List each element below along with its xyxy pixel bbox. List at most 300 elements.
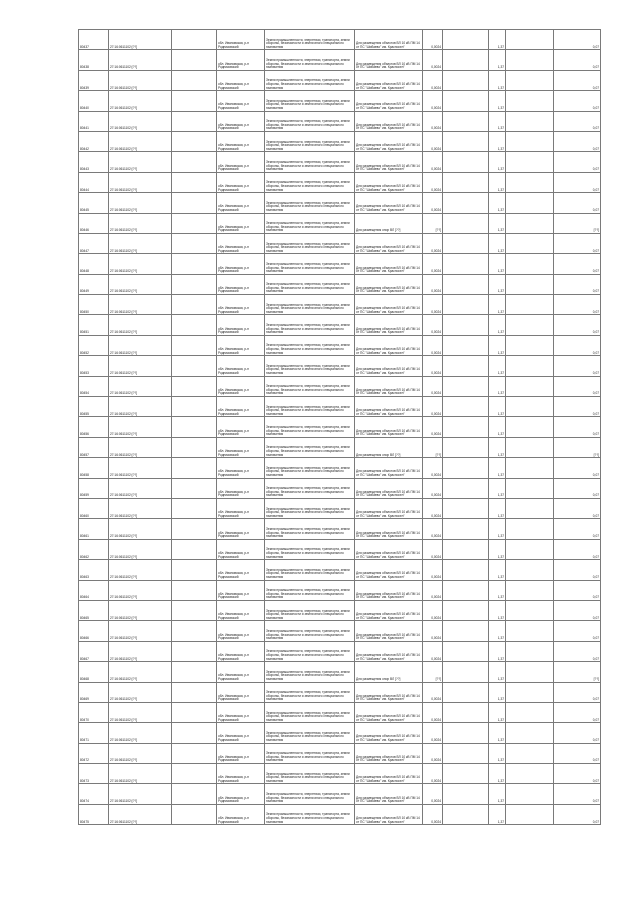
table-row (79, 498, 601, 518)
area-cell: 0,0024 (423, 295, 443, 315)
cadastral-number-cell: 27:16:0611102:[??] (109, 152, 172, 172)
table-row (79, 295, 601, 315)
table-row (79, 233, 601, 253)
record-number-cell: 80450 (79, 295, 109, 315)
cost-cell: 0,07 (554, 295, 601, 315)
land-category-cell: Земли промышленности, энергетики, транспорта, земли обороны, безопасности и земли иного специального назначения (265, 111, 355, 131)
record-number-cell: 80465 (79, 600, 109, 620)
record-number-cell: 80449 (79, 274, 109, 294)
empty-cell (443, 376, 489, 396)
table-row (79, 91, 601, 111)
empty-cell (172, 91, 217, 111)
area-cell: 0,0024 (423, 539, 443, 559)
area-cell: 0,0024 (423, 600, 443, 620)
empty-cell (506, 580, 554, 600)
record-number-cell: 80447 (79, 233, 109, 253)
empty-cell (172, 723, 217, 743)
permitted-use-cell: Для размещения объектов ВЛ 10 кВ ПМ 14 от ПС "Шибаево" им. Красносел" (355, 152, 423, 172)
empty-cell (506, 600, 554, 620)
empty-cell (506, 111, 554, 131)
cost-cell: 0,07 (554, 682, 601, 702)
land-category-cell: Земли промышленности, энергетики, транспорта, земли обороны, безопасности и земли иного специального назначения (265, 641, 355, 661)
empty-cell (443, 356, 489, 376)
table-row (79, 682, 601, 702)
permitted-use-cell: Для размещения объектов ВЛ 10 кВ ПМ 14 от ПС "Шибаево" им. Красносел" (355, 131, 423, 151)
address-cell: обл. Ивановская, р-н Родниковский (217, 91, 265, 111)
cost-cell: 0,07 (554, 560, 601, 580)
land-category-cell: Земли промышленности, энергетики, транспорта, земли обороны, безопасности и земли иного специального назначения (265, 254, 355, 274)
cadastral-number-cell: 27:16:0611102:[??] (109, 702, 172, 722)
permitted-use-cell: Для размещения объектов ВЛ 10 кВ ПМ 14 от ПС "Шибаево" им. Красносел" (355, 70, 423, 90)
area-cell: 0,0024 (423, 152, 443, 172)
record-number-cell: 80459 (79, 478, 109, 498)
land-category-cell: Земли промышленности, энергетики, транспорта, земли обороны, безопасности и земли иного специального назначения (265, 539, 355, 559)
empty-cell (506, 539, 554, 559)
area-cell: 0,0024 (423, 743, 443, 763)
rate-cell: 1,37 (489, 152, 506, 172)
record-number-cell: 80473 (79, 764, 109, 784)
permitted-use-cell: Для размещения опор ВЛ [??] (355, 213, 423, 233)
table-row (79, 600, 601, 620)
permitted-use-cell: Для размещения объектов ВЛ 10 кВ ПМ 14 от ПС "Шибаево" им. Красносел" (355, 784, 423, 804)
table-row (79, 111, 601, 131)
address-cell: обл. Ивановская, р-н Родниковский (217, 131, 265, 151)
area-cell: 0,0024 (423, 50, 443, 70)
empty-cell (506, 91, 554, 111)
empty-cell (443, 111, 489, 131)
empty-cell (172, 50, 217, 70)
empty-cell (172, 70, 217, 90)
table-row (79, 50, 601, 70)
address-cell: обл. Ивановская, р-н Родниковский (217, 356, 265, 376)
permitted-use-cell: Для размещения объектов ВЛ 10 кВ ПМ 14 от ПС "Шибаево" им. Красносел" (355, 539, 423, 559)
land-category-cell: Земли промышленности, энергетики, транспорта, земли обороны, безопасности и земли иного специального назначения (265, 131, 355, 151)
empty-cell (443, 498, 489, 518)
rate-cell: 1,37 (489, 376, 506, 396)
cost-cell: [??] (554, 437, 601, 457)
cadastral-number-cell: 27:16:0611102:[??] (109, 641, 172, 661)
table-row (79, 193, 601, 213)
empty-cell (172, 519, 217, 539)
empty-cell (506, 498, 554, 518)
table-row (79, 397, 601, 417)
cost-cell: 0,07 (554, 50, 601, 70)
land-category-cell: Земли промышленности, энергетики, транспорта, земли обороны, безопасности и земли иного специального назначения (265, 682, 355, 702)
cost-cell: 0,07 (554, 131, 601, 151)
cost-cell: 0,07 (554, 621, 601, 641)
empty-cell (443, 519, 489, 539)
address-cell: обл. Ивановская, р-н Родниковский (217, 784, 265, 804)
address-cell: обл. Ивановская, р-н Родниковский (217, 621, 265, 641)
empty-cell (172, 621, 217, 641)
empty-cell (172, 397, 217, 417)
empty-cell (506, 417, 554, 437)
cost-cell: 0,07 (554, 784, 601, 804)
record-number-cell: 80443 (79, 152, 109, 172)
empty-cell (443, 30, 489, 50)
address-cell: обл. Ивановская, р-н Родниковский (217, 70, 265, 90)
land-category-cell: Земли промышленности, энергетики, транспорта, земли обороны, безопасности и земли иного специального назначения (265, 91, 355, 111)
address-cell: обл. Ивановская, р-н Родниковский (217, 702, 265, 722)
permitted-use-cell: Для размещения объектов ВЛ 10 кВ ПМ 14 от ПС "Шибаево" им. Красносел" (355, 233, 423, 253)
cost-cell: 0,07 (554, 580, 601, 600)
empty-cell (172, 662, 217, 682)
area-cell: 0,0024 (423, 254, 443, 274)
table-row (79, 315, 601, 335)
rate-cell: 1,37 (489, 193, 506, 213)
area-cell: 0,0024 (423, 193, 443, 213)
empty-cell (443, 172, 489, 192)
address-cell: обл. Ивановская, р-н Родниковский (217, 682, 265, 702)
rate-cell: 1,37 (489, 764, 506, 784)
record-number-cell: 80437 (79, 30, 109, 50)
empty-cell (506, 641, 554, 661)
empty-cell (172, 743, 217, 763)
cadastral-number-cell: 27:16:0611102:[??] (109, 600, 172, 620)
land-category-cell: Земли промышленности, энергетики, транспорта, земли обороны, безопасности и земли иного специального назначения (265, 580, 355, 600)
cost-cell: 0,07 (554, 172, 601, 192)
empty-cell (172, 315, 217, 335)
table-row (79, 723, 601, 743)
cadastral-number-cell: 27:16:0611102:[??] (109, 193, 172, 213)
cost-cell: 0,07 (554, 397, 601, 417)
cost-cell: 0,07 (554, 254, 601, 274)
empty-cell (443, 682, 489, 702)
empty-cell (172, 30, 217, 50)
cost-cell: 0,07 (554, 804, 601, 824)
area-cell: 0,0024 (423, 498, 443, 518)
cadastral-number-cell: 27:16:0611102:[??] (109, 682, 172, 702)
address-cell: обл. Ивановская, р-н Родниковский (217, 111, 265, 131)
land-category-cell: Земли промышленности, энергетики, транспорта, земли обороны, безопасности и земли иного специального назначения (265, 376, 355, 396)
empty-cell (172, 702, 217, 722)
land-category-cell: Земли промышленности, энергетики, транспорта, земли обороны, безопасности и земли иного специального назначения (265, 458, 355, 478)
empty-cell (506, 784, 554, 804)
area-cell: 0,0024 (423, 580, 443, 600)
land-category-cell: Земли промышленности, энергетики, транспорта, земли обороны, безопасности и земли иного специального назначения (265, 397, 355, 417)
cadastral-number-cell: 27:16:0611102:[??] (109, 784, 172, 804)
table-row (79, 539, 601, 559)
cost-cell: 0,07 (554, 458, 601, 478)
permitted-use-cell: Для размещения объектов ВЛ 10 кВ ПМ 14 от ПС "Шибаево" им. Красносел" (355, 519, 423, 539)
empty-cell (506, 335, 554, 355)
empty-cell (443, 723, 489, 743)
empty-cell (506, 682, 554, 702)
empty-cell (506, 376, 554, 396)
record-number-cell: 80452 (79, 335, 109, 355)
permitted-use-cell: Для размещения объектов ВЛ 10 кВ ПМ 14 от ПС "Шибаево" им. Красносел" (355, 335, 423, 355)
cost-cell: 0,07 (554, 30, 601, 50)
address-cell: обл. Ивановская, р-н Родниковский (217, 315, 265, 335)
cadastral-number-cell: 27:16:0611102:[??] (109, 743, 172, 763)
empty-cell (506, 519, 554, 539)
address-cell: обл. Ивановская, р-н Родниковский (217, 437, 265, 457)
cadastral-number-cell: 27:16:0611102:[??] (109, 458, 172, 478)
table-row (79, 152, 601, 172)
rate-cell: 1,37 (489, 356, 506, 376)
empty-cell (506, 213, 554, 233)
address-cell: обл. Ивановская, р-н Родниковский (217, 213, 265, 233)
rate-cell: 1,37 (489, 91, 506, 111)
cost-cell: 0,07 (554, 152, 601, 172)
area-cell: [??] (423, 662, 443, 682)
address-cell: обл. Ивановская, р-н Родниковский (217, 804, 265, 824)
empty-cell (443, 315, 489, 335)
land-category-cell: Земли промышленности, энергетики, транспорта, земли обороны, безопасности и земли иного специального назначения (265, 193, 355, 213)
area-cell: 0,0024 (423, 682, 443, 702)
permitted-use-cell: Для размещения объектов ВЛ 10 кВ ПМ 14 от ПС "Шибаево" им. Красносел" (355, 743, 423, 763)
cost-cell: 0,07 (554, 764, 601, 784)
cost-cell: [??] (554, 662, 601, 682)
record-number-cell: 80438 (79, 50, 109, 70)
land-category-cell: Земли промышленности, энергетики, транспорта, земли обороны, безопасности и земли иного специального назначения (265, 478, 355, 498)
land-category-cell: Земли промышленности, энергетики, транспорта, земли обороны, безопасности и земли иного специального назначения (265, 600, 355, 620)
area-cell: 0,0024 (423, 111, 443, 131)
rate-cell: 1,37 (489, 111, 506, 131)
area-cell: 0,0024 (423, 417, 443, 437)
area-cell: 0,0024 (423, 131, 443, 151)
address-cell: обл. Ивановская, р-н Родниковский (217, 193, 265, 213)
rate-cell: 1,37 (489, 682, 506, 702)
land-category-cell: Земли промышленности, энергетики, транспорта, земли обороны, безопасности и земли иного специального назначения (265, 804, 355, 824)
area-cell: 0,0024 (423, 519, 443, 539)
address-cell: обл. Ивановская, р-н Родниковский (217, 376, 265, 396)
permitted-use-cell: Для размещения объектов ВЛ 10 кВ ПМ 14 от ПС "Шибаево" им. Красносел" (355, 641, 423, 661)
cadastral-number-cell: 27:16:0611102:[??] (109, 723, 172, 743)
empty-cell (172, 376, 217, 396)
table-row (79, 213, 601, 233)
permitted-use-cell: Для размещения опор ВЛ [??] (355, 437, 423, 457)
empty-cell (172, 152, 217, 172)
empty-cell (443, 397, 489, 417)
cadastral-number-cell: 27:16:0611102:[??] (109, 295, 172, 315)
table-row (79, 30, 601, 50)
permitted-use-cell: Для размещения объектов ВЛ 10 кВ ПМ 14 от ПС "Шибаево" им. Красносел" (355, 702, 423, 722)
table-row (79, 254, 601, 274)
empty-cell (443, 764, 489, 784)
rate-cell: 1,37 (489, 315, 506, 335)
empty-cell (506, 172, 554, 192)
empty-cell (172, 417, 217, 437)
address-cell: обл. Ивановская, р-н Родниковский (217, 295, 265, 315)
cadastral-number-cell: 27:16:0611102:[??] (109, 30, 172, 50)
empty-cell (172, 560, 217, 580)
area-cell: 0,0024 (423, 764, 443, 784)
rate-cell: 1,37 (489, 784, 506, 804)
area-cell: 0,0024 (423, 641, 443, 661)
area-cell: 0,0024 (423, 560, 443, 580)
record-number-cell: 80448 (79, 254, 109, 274)
address-cell: обл. Ивановская, р-н Родниковский (217, 723, 265, 743)
empty-cell (506, 702, 554, 722)
area-cell: 0,0024 (423, 274, 443, 294)
empty-cell (443, 295, 489, 315)
empty-cell (172, 437, 217, 457)
area-cell: 0,0024 (423, 784, 443, 804)
address-cell: обл. Ивановская, р-н Родниковский (217, 417, 265, 437)
empty-cell (443, 193, 489, 213)
permitted-use-cell: Для размещения объектов ВЛ 10 кВ ПМ 14 от ПС "Шибаево" им. Красносел" (355, 560, 423, 580)
rate-cell: 1,37 (489, 295, 506, 315)
address-cell: обл. Ивановская, р-н Родниковский (217, 580, 265, 600)
empty-cell (506, 193, 554, 213)
cadastral-number-cell: 27:16:0611102:[??] (109, 764, 172, 784)
address-cell: обл. Ивановская, р-н Родниковский (217, 233, 265, 253)
rate-cell: 1,37 (489, 30, 506, 50)
table-row (79, 437, 601, 457)
address-cell: обл. Ивановская, р-н Родниковский (217, 560, 265, 580)
record-number-cell: 80464 (79, 580, 109, 600)
record-number-cell: 80463 (79, 560, 109, 580)
empty-cell (172, 335, 217, 355)
table-row (79, 662, 601, 682)
empty-cell (172, 498, 217, 518)
cost-cell: 0,07 (554, 702, 601, 722)
rate-cell: 1,37 (489, 70, 506, 90)
permitted-use-cell: Для размещения объектов ВЛ 10 кВ ПМ 14 от ПС "Шибаево" им. Красносел" (355, 295, 423, 315)
permitted-use-cell: Для размещения объектов ВЛ 10 кВ ПМ 14 от ПС "Шибаево" им. Красносел" (355, 723, 423, 743)
area-cell: 0,0024 (423, 621, 443, 641)
permitted-use-cell: Для размещения объектов ВЛ 10 кВ ПМ 14 от ПС "Шибаево" им. Красносел" (355, 498, 423, 518)
rate-cell: 1,37 (489, 580, 506, 600)
area-cell: 0,0024 (423, 335, 443, 355)
address-cell: обл. Ивановская, р-н Родниковский (217, 764, 265, 784)
empty-cell (443, 621, 489, 641)
empty-cell (506, 397, 554, 417)
land-category-cell: Земли промышленности, энергетики, транспорта, земли обороны, безопасности и земли иного специального назначения (265, 356, 355, 376)
table-row (79, 274, 601, 294)
cost-cell: 0,07 (554, 335, 601, 355)
record-number-cell: 80470 (79, 702, 109, 722)
empty-cell (443, 335, 489, 355)
record-number-cell: 80461 (79, 519, 109, 539)
empty-cell (443, 560, 489, 580)
land-category-cell: Земли промышленности, энергетики, транспорта, земли обороны, безопасности и земли иного специального назначения (265, 498, 355, 518)
address-cell: обл. Ивановская, р-н Родниковский (217, 539, 265, 559)
rate-cell: 1,37 (489, 50, 506, 70)
empty-cell (172, 213, 217, 233)
cadastral-number-cell: 27:16:0611102:[??] (109, 560, 172, 580)
address-cell: обл. Ивановская, р-н Родниковский (217, 172, 265, 192)
land-plots-table (78, 29, 601, 825)
cadastral-number-cell: 27:16:0611102:[??] (109, 580, 172, 600)
cost-cell: [??] (554, 213, 601, 233)
empty-cell (506, 152, 554, 172)
record-number-cell: 80460 (79, 498, 109, 518)
cost-cell: 0,07 (554, 356, 601, 376)
empty-cell (172, 274, 217, 294)
address-cell: обл. Ивановская, р-н Родниковский (217, 519, 265, 539)
permitted-use-cell: Для размещения объектов ВЛ 10 кВ ПМ 14 от ПС "Шибаево" им. Красносел" (355, 764, 423, 784)
table-row (79, 356, 601, 376)
record-number-cell: 80456 (79, 417, 109, 437)
empty-cell (443, 70, 489, 90)
record-number-cell: 80446 (79, 213, 109, 233)
land-category-cell: Земли промышленности, энергетики, транспорта, земли обороны, безопасности и земли иного специального назначения (265, 764, 355, 784)
table-row (79, 784, 601, 804)
rate-cell: 1,37 (489, 131, 506, 151)
area-cell: 0,0024 (423, 70, 443, 90)
cadastral-number-cell: 27:16:0611102:[??] (109, 397, 172, 417)
area-cell: 0,0024 (423, 30, 443, 50)
address-cell: обл. Ивановская, р-н Родниковский (217, 30, 265, 50)
empty-cell (172, 682, 217, 702)
empty-cell (443, 131, 489, 151)
table-row (79, 743, 601, 763)
table-row (79, 417, 601, 437)
land-category-cell: Земли промышленности, энергетики, транспорта, земли обороны, безопасности и земли иного специального назначения (265, 417, 355, 437)
cadastral-number-cell: 27:16:0611102:[??] (109, 804, 172, 824)
cadastral-number-cell: 27:16:0611102:[??] (109, 213, 172, 233)
land-category-cell: Земли промышленности, энергетики, транспорта, земли обороны, безопасности и земли иного специального назначения (265, 315, 355, 335)
permitted-use-cell: Для размещения объектов ВЛ 10 кВ ПМ 14 от ПС "Шибаево" им. Красносел" (355, 315, 423, 335)
record-number-cell: 80458 (79, 458, 109, 478)
cadastral-number-cell: 27:16:0611102:[??] (109, 519, 172, 539)
rate-cell: 1,37 (489, 662, 506, 682)
permitted-use-cell: Для размещения объектов ВЛ 10 кВ ПМ 14 от ПС "Шибаево" им. Красносел" (355, 193, 423, 213)
permitted-use-cell: Для размещения объектов ВЛ 10 кВ ПМ 14 от ПС "Шибаево" им. Красносел" (355, 376, 423, 396)
cadastral-number-cell: 27:16:0611102:[??] (109, 91, 172, 111)
empty-cell (443, 600, 489, 620)
address-cell: обл. Ивановская, р-н Родниковский (217, 662, 265, 682)
cadastral-number-cell: 27:16:0611102:[??] (109, 498, 172, 518)
empty-cell (506, 315, 554, 335)
address-cell: обл. Ивановская, р-н Родниковский (217, 478, 265, 498)
cadastral-number-cell: 27:16:0611102:[??] (109, 315, 172, 335)
permitted-use-cell: Для размещения объектов ВЛ 10 кВ ПМ 14 от ПС "Шибаево" им. Красносел" (355, 804, 423, 824)
empty-cell (506, 274, 554, 294)
cost-cell: 0,07 (554, 498, 601, 518)
empty-cell (443, 458, 489, 478)
land-category-cell: Земли промышленности, энергетики, транспорта, земли обороны, безопасности и земли иного специального назначения (265, 519, 355, 539)
cost-cell: 0,07 (554, 274, 601, 294)
record-number-cell: 80439 (79, 70, 109, 90)
land-category-cell: Земли промышленности, энергетики, транспорта, земли обороны, безопасности и земли иного специального назначения (265, 152, 355, 172)
empty-cell (506, 70, 554, 90)
land-category-cell: Земли промышленности, энергетики, транспорта, земли обороны, безопасности и земли иного специального назначения (265, 784, 355, 804)
cost-cell: 0,07 (554, 600, 601, 620)
table-row (79, 376, 601, 396)
land-category-cell: Земли промышленности, энергетики, транспорта, земли обороны, безопасности и земли иного специального назначения (265, 702, 355, 722)
empty-cell (506, 804, 554, 824)
empty-cell (443, 743, 489, 763)
permitted-use-cell: Для размещения объектов ВЛ 10 кВ ПМ 14 от ПС "Шибаево" им. Красносел" (355, 621, 423, 641)
empty-cell (443, 702, 489, 722)
record-number-cell: 80444 (79, 172, 109, 192)
empty-cell (172, 784, 217, 804)
empty-cell (172, 641, 217, 661)
empty-cell (506, 437, 554, 457)
record-number-cell: 80472 (79, 743, 109, 763)
cadastral-number-cell: 27:16:0611102:[??] (109, 662, 172, 682)
cadastral-number-cell: 27:16:0611102:[??] (109, 172, 172, 192)
record-number-cell: 80468 (79, 662, 109, 682)
rate-cell: 1,37 (489, 233, 506, 253)
record-number-cell: 80462 (79, 539, 109, 559)
rate-cell: 1,37 (489, 274, 506, 294)
rate-cell: 1,37 (489, 172, 506, 192)
empty-cell (506, 233, 554, 253)
area-cell: 0,0024 (423, 458, 443, 478)
permitted-use-cell: Для размещения объектов ВЛ 10 кВ ПМ 14 от ПС "Шибаево" им. Красносел" (355, 30, 423, 50)
address-cell: обл. Ивановская, р-н Родниковский (217, 397, 265, 417)
land-category-cell: Земли промышленности, энергетики, транспорта, земли обороны, безопасности и земли иного специального назначения (265, 723, 355, 743)
empty-cell (443, 417, 489, 437)
area-cell: 0,0024 (423, 478, 443, 498)
rate-cell: 1,37 (489, 600, 506, 620)
address-cell: обл. Ивановская, р-н Родниковский (217, 498, 265, 518)
land-category-cell: Земли промышленности, энергетики, транспорта, земли обороны, безопасности и земли иного специального назначения (265, 233, 355, 253)
